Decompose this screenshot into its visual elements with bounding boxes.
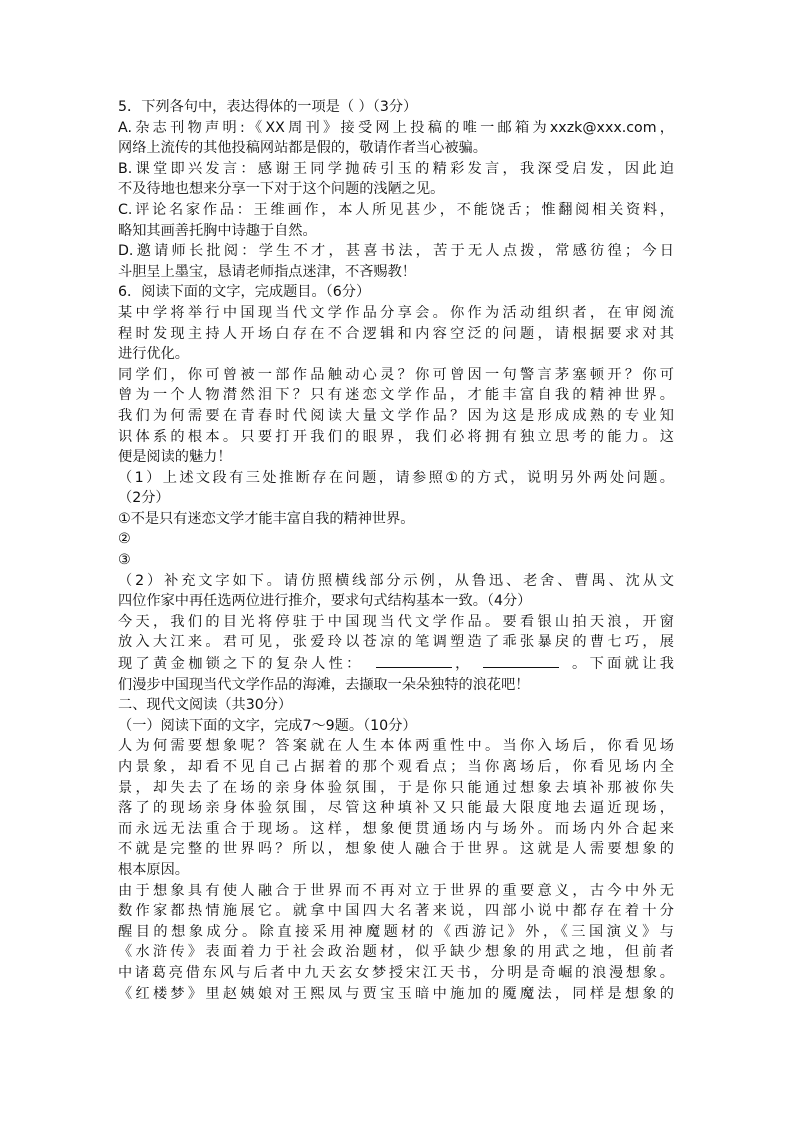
q6-intro-line2: 程时发现主持人开场白存在不合逻辑和内容空泛的问题，请根据要求对其: [118, 325, 674, 342]
q5-option-b-line1: B.课堂即兴发言：感谢王同学抛砖引玉的精彩发言，我深受启发，因此迫: [118, 160, 674, 177]
section2-p1-line6: 不就是完整的世界吗？所以，想象使人融合于世界。这就是人需要想象的: [118, 841, 674, 858]
section2-p2-line2: 数作家都热情施展它。就拿中国四大名著来说，四部小说中都存在着十分: [118, 903, 674, 920]
q5-option-a-line2: 网络上流传的其他投稿网站都是假的，敬请作者当心被骗。: [118, 140, 487, 157]
fill-text-pre: 现了黄金枷锁之下的复杂人性：: [118, 656, 364, 673]
q6-answer-3: ③: [118, 552, 131, 569]
q6-fill-line4: 们漫步中国现当代文学作品的海滩，去撷取一朵朵独特的浪花吧！: [118, 676, 530, 693]
q6-fill-line2: 放入大江来。君可见，张爱玲以苍凉的笔调塑造了乖张暴戾的曹七巧，展: [118, 634, 674, 651]
section2-p1-line3: 景，却失去了在场的亲身体验氛围，于是你只能通过想象去填补那被你失: [118, 779, 674, 796]
section2-sub: （一）阅读下面的文字，完成7～9题。（10分）: [118, 717, 417, 734]
q5-option-b-line2: 不及待地也想来分享一下对于这个问题的浅陋之见。: [118, 181, 445, 198]
fill-blank-2[interactable]: [483, 653, 559, 668]
q6-passage-line4: 识体系的根本。只要打开我们的眼界，我们必将拥有独立思考的能力。这: [118, 428, 674, 445]
q5-option-a-line1: A.杂志刊物声明:《XX周刊》接受网上投稿的唯一邮箱为xxzk@xxx.com，: [118, 119, 674, 136]
section2-p1-line4: 落了的现场亲身体验氛围，尽管这种填补又只能最大限度地去逼近现场，: [118, 800, 674, 817]
section2-p2-line6: 《红楼梦》里赵姨娘对王熙凤与贾宝玉暗中施加的魇魔法，同样是想象的: [118, 985, 674, 1002]
q6-passage-line1: 同学们，你可曾被一部作品触动心灵？你可曾因一句警言茅塞顿开？你可: [118, 366, 674, 383]
q6-intro-line3: 进行优化。: [118, 346, 189, 363]
section2-p1-line2: 内景象，却看不见自己占据着的那个观看点；当你离场后，你看见场内全: [118, 759, 674, 775]
section2-p2-line5: 中诸葛亮借东风与后者中九天玄女梦授宋江天书，分明是奇崛的浪漫想象。: [118, 964, 674, 981]
q5-stem: 5．下列各句中，表达得体的一项是（ ）（3分）: [118, 99, 418, 115]
section2-p1-line7: 根本原因。: [118, 861, 189, 878]
section2-p2-line1: 由于想象具有使人融合于世界而不再对立于世界的重要意义，古今中外无: [118, 882, 674, 899]
q6-sub1-line2: （2分）: [118, 490, 170, 507]
q6-stem: 6．阅读下面的文字，完成题目。（6分）: [118, 284, 371, 301]
q5-option-c-line2: 略知其画善托胸中诗趣于自然。: [118, 222, 317, 239]
q6-sub2-line2: 四位作家中再任选两位进行推介，要求句式结构基本一致。（4分）: [118, 593, 532, 610]
section2-p1-line5: 而永远无法重合于现场。这样，想象便贯通场内与场外。而场内外合起来: [118, 820, 674, 837]
section2-p2-line4: 《水浒传》表面着力于社会政治题材，似乎缺少想象的用武之地，但前者: [118, 944, 674, 961]
q6-fill-line3: [118, 653, 674, 675]
fill-blank-1[interactable]: [376, 653, 452, 668]
section2-p2-line3: 醒目的想象成分。除直接采用神魔题材的《西游记》外，《三国演义》与: [118, 923, 674, 940]
section2-p1-line1: 人为何需要想象呢？答案就在人生本体两重性中。当你入场后，你看见场: [118, 738, 674, 755]
q5-option-d-line2: 斗胆呈上墨宝，恳请老师指点迷津，不吝赐教！: [118, 263, 416, 280]
q6-answer-2: ②: [118, 531, 131, 548]
q6-intro-line1: 某中学将举行中国现当代文学作品分享会。你作为活动组织者，在审阅流: [118, 304, 674, 321]
q6-passage-line3: 我们为何需要在青春时代阅读大量文学作品？因为这是形成成熟的专业知: [118, 407, 674, 424]
q5-option-c-line1: C.评论名家作品：王维画作，本人所见甚少，不能饶舌；惟翻阅相关资料，: [118, 201, 674, 218]
fill-text-post: 。下面就让我: [568, 656, 674, 673]
q6-sub1-line1: （1）上述文段有三处推断存在问题，请参照①的方式，说明另外两处问题。: [118, 469, 674, 486]
section2-heading: 二、现代文阅读（共30分）: [118, 697, 293, 714]
q6-answer-1: ①不是只有迷恋文学才能丰富自我的精神世界。: [118, 510, 415, 527]
document-page: [118, 97, 674, 1004]
q6-fill-line1: 今天，我们的目光将停驻于中国现当代文学作品。要看银山拍天浪，开窗: [118, 613, 674, 630]
q6-sub2-line1: （2）补充文字如下。请仿照横线部分示例，从鲁迅、老舍、曹禺、沈从文: [118, 572, 674, 589]
fill-text-mid: ，: [451, 656, 473, 673]
q5-option-d-line1: D.邀请师长批阅：学生不才，甚喜书法，苦于无人点拨，常感彷徨；今日: [118, 243, 674, 260]
q6-passage-line2: 曾为一个人物潸然泪下？只有迷恋文学作品，才能丰富自我的精神世界。: [118, 387, 674, 404]
q6-passage-line5: 便是阅读的魅力！: [118, 449, 232, 466]
